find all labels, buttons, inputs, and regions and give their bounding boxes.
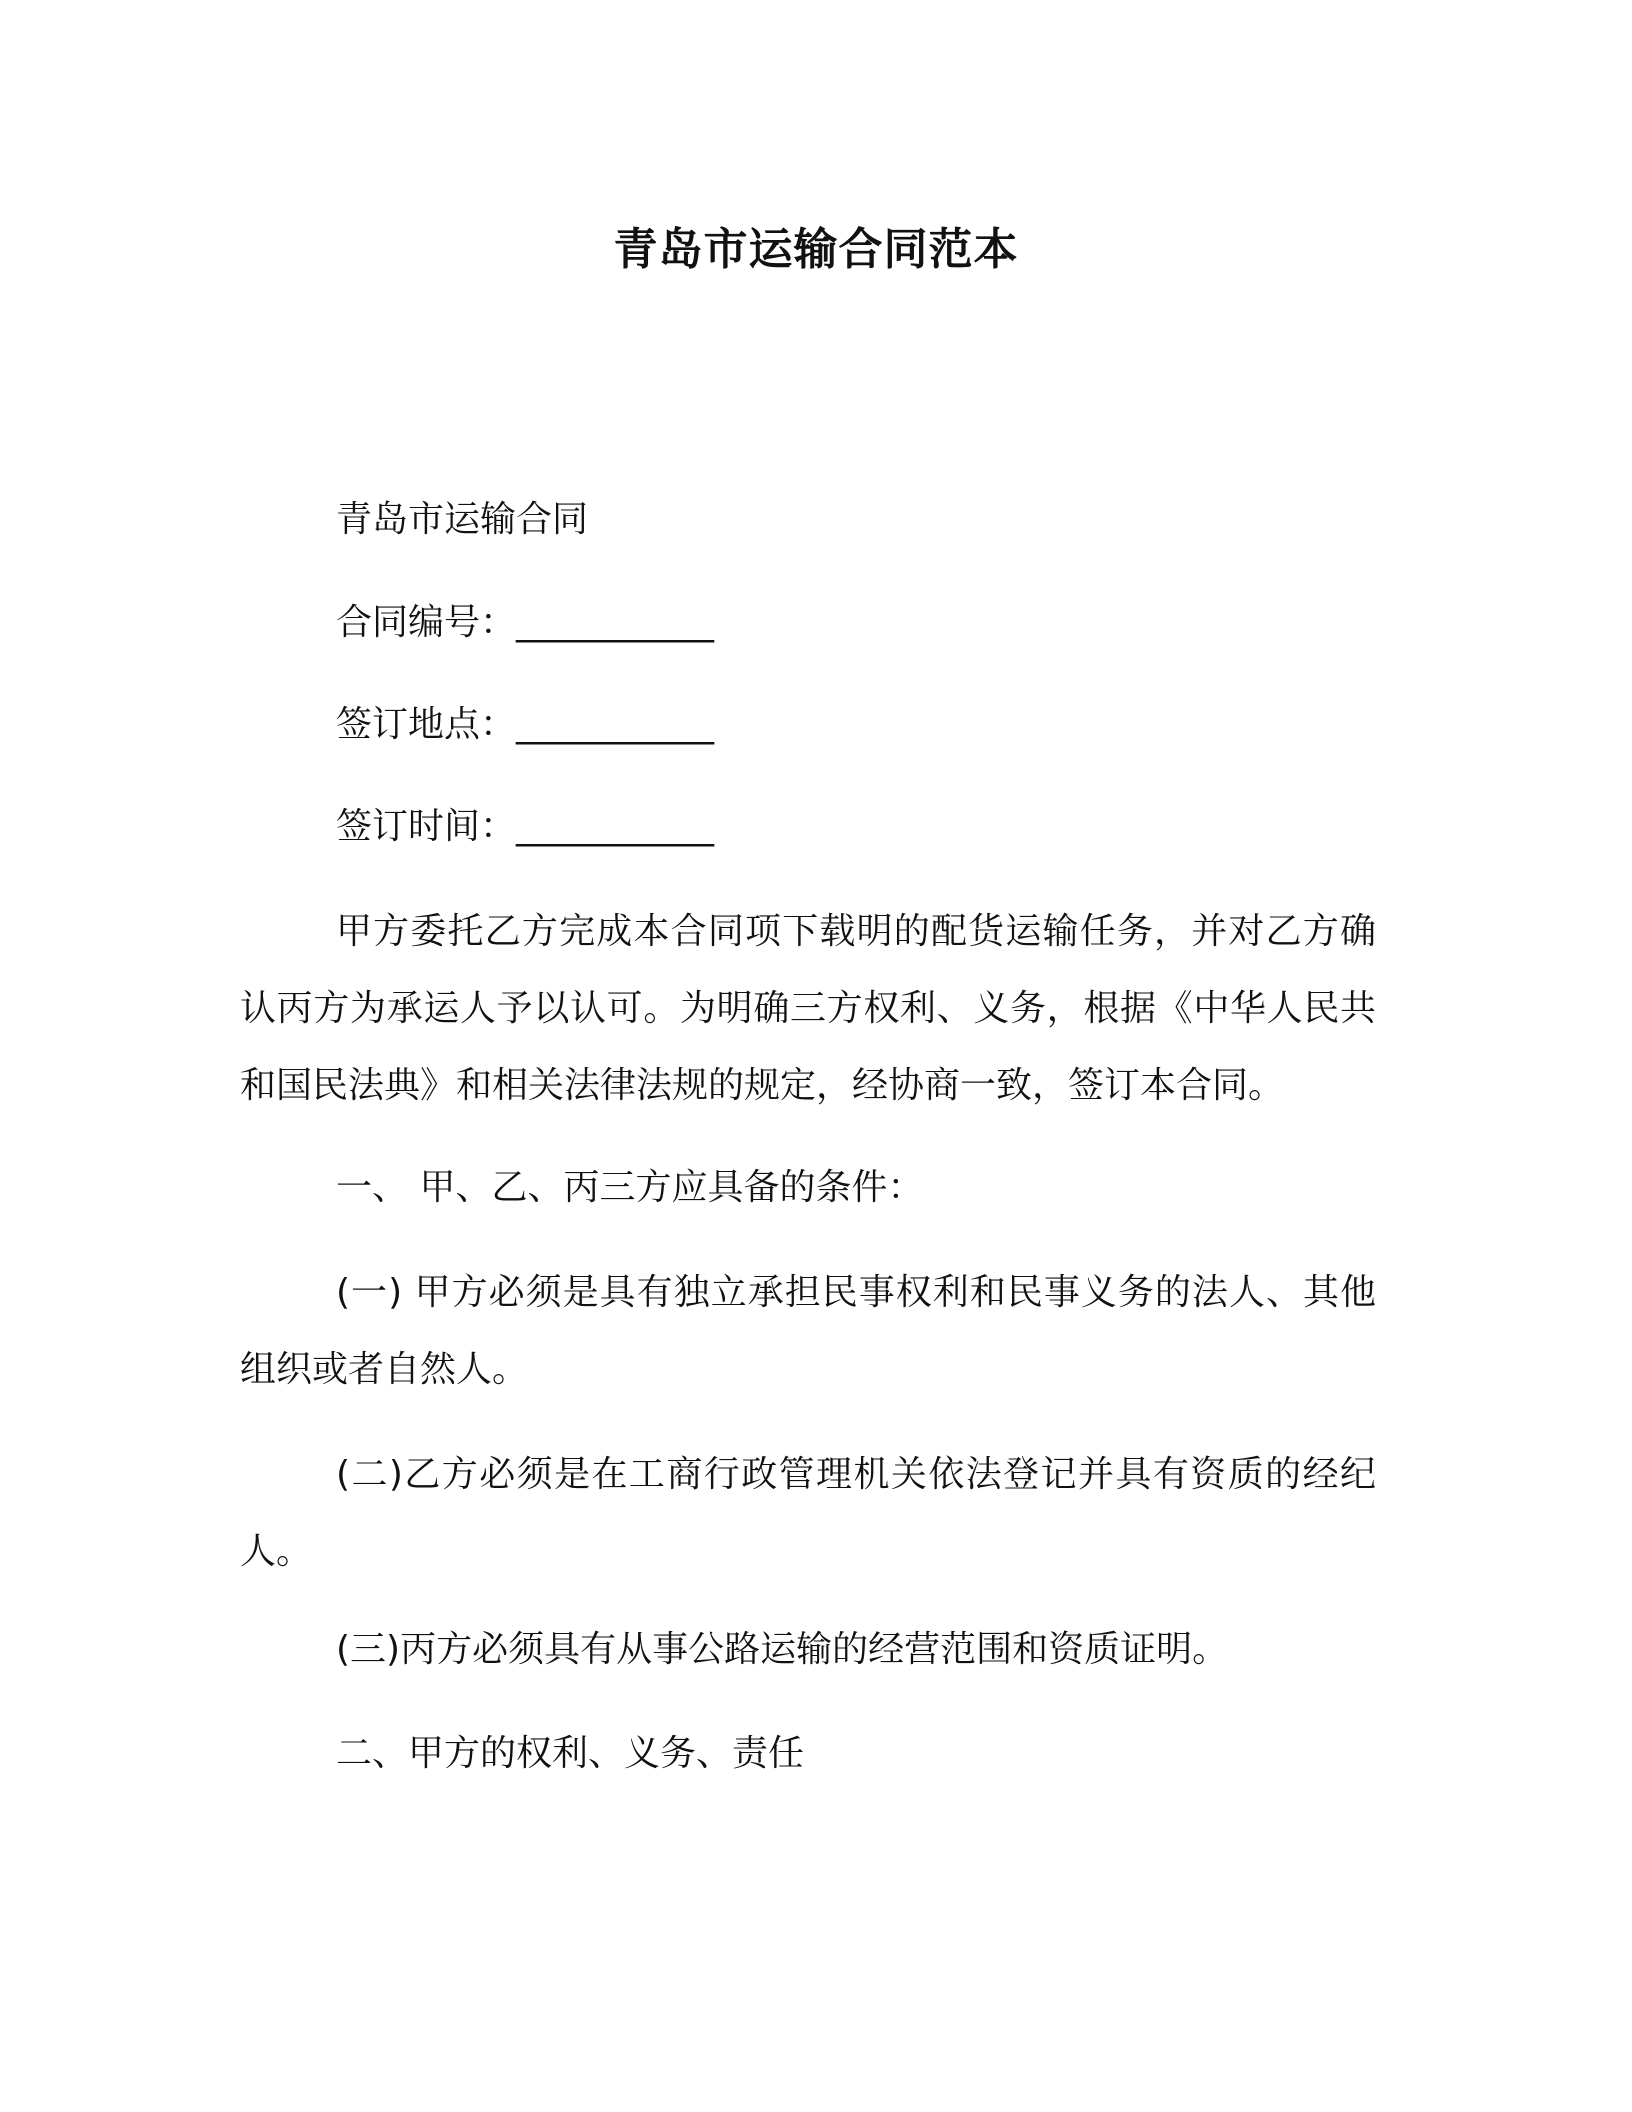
contract-number-field: 合同编号：___________ [336, 602, 715, 643]
preamble-paragraph: 甲方委托乙方完成本合同项下载明的配货运输任务，并对乙方确认丙方为承运人予以认可。为明确三方权利、义务，根据《中华人民共和国民法典》和相关法律法规的规定，经协商一致，签订本合同。 [240, 911, 1376, 1106]
clause-3-paragraph: (三)丙方必须具有从事公路运输的经营范围和资质证明。 [336, 1629, 1229, 1670]
signing-place-field: 签订地点：___________ [336, 704, 715, 745]
section-1-heading: 一、 甲、乙、丙三方应具备的条件： [336, 1167, 924, 1208]
contract-subtitle: 青岛市运输合同 [336, 499, 589, 540]
signing-time-field: 签订时间：___________ [336, 806, 715, 847]
clause-2-paragraph: (二)乙方必须是在工商行政管理机关依法登记并具有资质的经纪人。 [240, 1454, 1376, 1572]
document-title: 青岛市运输合同范本 [613, 224, 1019, 275]
section-2-heading: 二、甲方的权利、义务、责任 [336, 1733, 805, 1774]
clause-1-paragraph: (一) 甲方必须是具有独立承担民事权利和民事义务的法人、其他组织或者自然人。 [240, 1272, 1376, 1390]
